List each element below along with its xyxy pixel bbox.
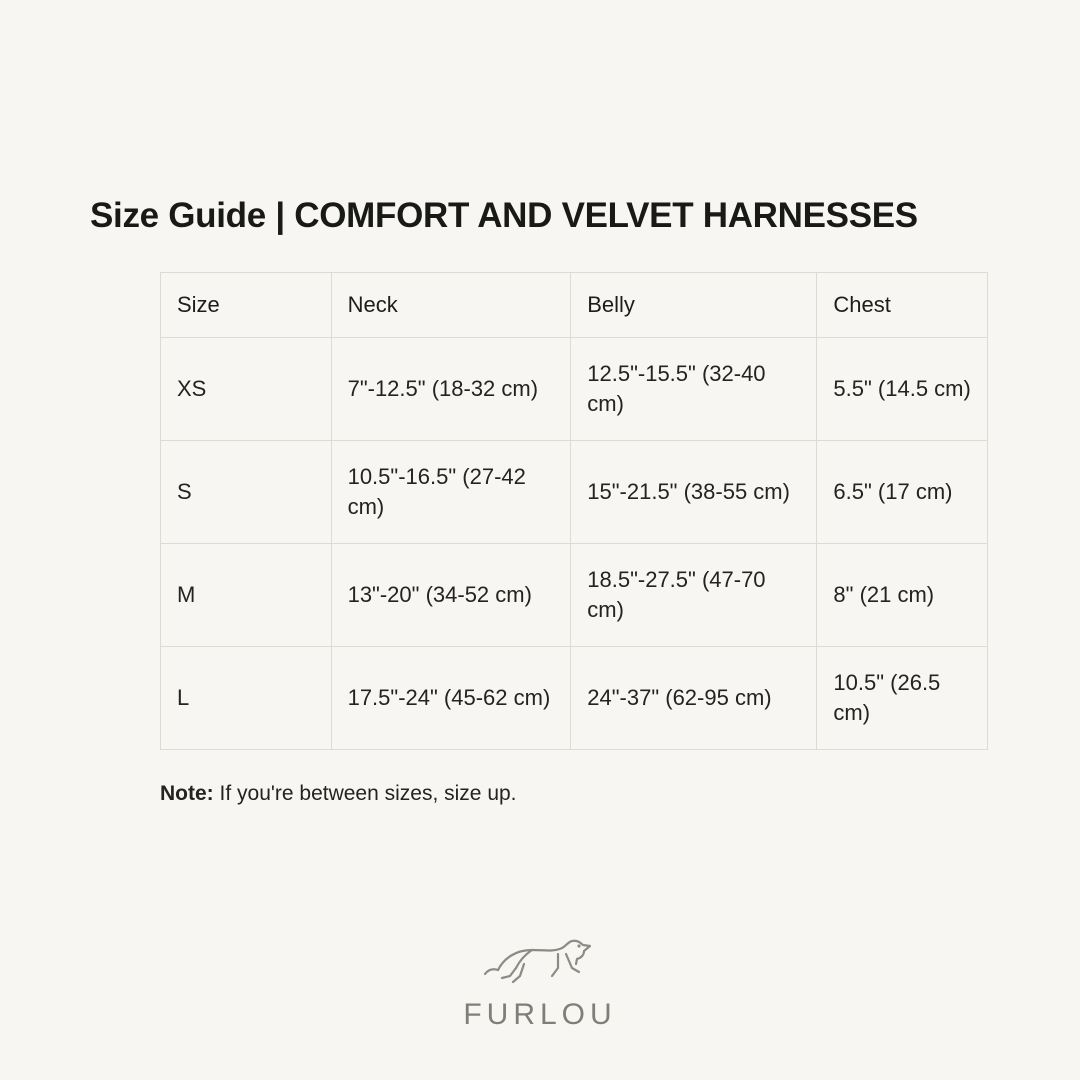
cell-size: L: [161, 646, 332, 749]
cell-neck: 13"-20" (34-52 cm): [331, 543, 571, 646]
cell-chest: 6.5" (17 cm): [817, 440, 988, 543]
table-row: [161, 440, 988, 543]
cell-size: S: [161, 440, 332, 543]
cell-neck: 10.5"-16.5" (27-42 cm): [331, 440, 571, 543]
table-header-row: [161, 273, 988, 338]
column-header-belly: Belly: [571, 273, 817, 338]
column-header-neck: Neck: [331, 273, 571, 338]
table-row: [161, 646, 988, 749]
cell-neck: 17.5"-24" (45-62 cm): [331, 646, 571, 749]
table-row: [161, 543, 988, 646]
table-row: [161, 337, 988, 440]
note: [160, 782, 990, 806]
cell-chest: 8" (21 cm): [817, 543, 988, 646]
cell-neck: 7"-12.5" (18-32 cm): [331, 337, 571, 440]
cell-size: XS: [161, 337, 332, 440]
brand-name: FURLOU: [463, 998, 617, 1031]
table-header: [161, 273, 988, 338]
brand-footer: [0, 924, 1080, 1032]
table-body: [161, 337, 988, 749]
size-guide-content: [90, 196, 990, 806]
note-label: Note:: [160, 781, 214, 805]
cell-chest: 5.5" (14.5 cm): [817, 337, 988, 440]
page-title: Size Guide | COMFORT AND VELVET HARNESSES: [90, 196, 918, 235]
column-header-size: Size: [161, 273, 332, 338]
cell-belly: 24"-37" (62-95 cm): [571, 646, 817, 749]
cell-chest: 10.5" (26.5 cm): [817, 646, 988, 749]
running-dog-icon: [0, 924, 1080, 994]
size-chart-table: [160, 272, 988, 750]
cell-belly: 15"-21.5" (38-55 cm): [571, 440, 817, 543]
cell-belly: 12.5"-15.5" (32-40 cm): [571, 337, 817, 440]
note-text: If you're between sizes, size up.: [219, 781, 517, 805]
cell-size: M: [161, 543, 332, 646]
cell-belly: 18.5"-27.5" (47-70 cm): [571, 543, 817, 646]
column-header-chest: Chest: [817, 273, 988, 338]
